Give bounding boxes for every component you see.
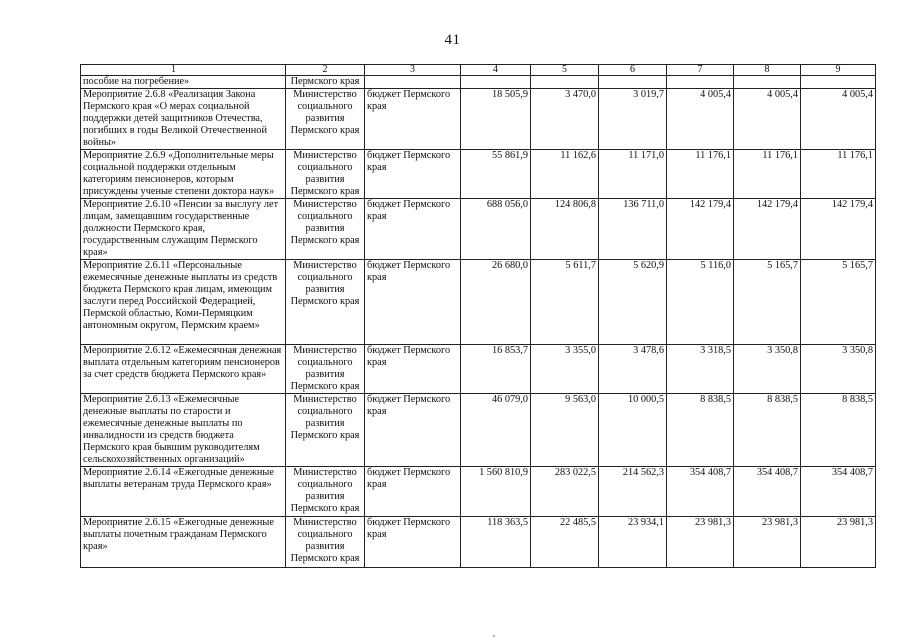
activity-cell: Мероприятие 2.6.15 «Ежегодные денежные выплаты почетным гражданам Пермского края» <box>81 517 286 568</box>
table-row <box>81 260 876 345</box>
amount-cell: 354 408,7 <box>734 467 801 517</box>
amount-cell: 23 981,3 <box>801 517 876 568</box>
funding-source-cell <box>365 76 461 89</box>
activity-cell: Мероприятие 2.6.12 «Ежемесячная денежная выплата отдельным категориям пенсионеров за счет средств бюджета Пермского края» <box>81 345 286 394</box>
amount-cell: 11 176,1 <box>801 150 876 199</box>
amount-cell: 3 019,7 <box>599 89 667 150</box>
column-header: 2 <box>286 65 365 76</box>
amount-cell: 688 056,0 <box>461 199 531 260</box>
amount-cell: 8 838,5 <box>801 394 876 467</box>
funding-source-cell: бюджет Пермского края <box>365 89 461 150</box>
amount-cell <box>461 76 531 89</box>
amount-cell: 23 981,3 <box>734 517 801 568</box>
amount-cell: 3 350,8 <box>801 345 876 394</box>
amount-cell: 124 806,8 <box>531 199 599 260</box>
column-header: 8 <box>734 65 801 76</box>
amount-cell: 23 934,1 <box>599 517 667 568</box>
amount-cell: 3 470,0 <box>531 89 599 150</box>
amount-cell <box>801 76 876 89</box>
amount-cell: 142 179,4 <box>667 199 734 260</box>
executor-cell: Министерство социального развития Пермского края <box>286 345 365 394</box>
funding-source-cell: бюджет Пермского края <box>365 517 461 568</box>
table-row <box>81 467 876 517</box>
amount-cell: 5 611,7 <box>531 260 599 345</box>
column-header: 5 <box>531 65 599 76</box>
column-header: 9 <box>801 65 876 76</box>
amount-cell: 55 861,9 <box>461 150 531 199</box>
activity-cell: Мероприятие 2.6.8 «Реализация Закона Пермского края «О мерах социальной поддержки детей защитников Отечества, погибших в годы Великой Отечественной войны» <box>81 89 286 150</box>
amount-cell <box>734 76 801 89</box>
executor-cell: Министерство социального развития Пермского края <box>286 394 365 467</box>
amount-cell: 3 478,6 <box>599 345 667 394</box>
amount-cell: 9 563,0 <box>531 394 599 467</box>
amount-cell: 46 079,0 <box>461 394 531 467</box>
executor-cell: Министерство социального развития Пермского края <box>286 89 365 150</box>
funding-source-cell: бюджет Пермского края <box>365 199 461 260</box>
page-number: 41 <box>444 32 461 48</box>
amount-cell: 11 171,0 <box>599 150 667 199</box>
amount-cell: 142 179,4 <box>801 199 876 260</box>
executor-cell: Министерство социального развития Пермского края <box>286 517 365 568</box>
amount-cell: 10 000,5 <box>599 394 667 467</box>
column-header: 4 <box>461 65 531 76</box>
table-row <box>81 345 876 394</box>
table-row <box>81 89 876 150</box>
amount-cell: 11 176,1 <box>734 150 801 199</box>
activity-cell: Мероприятие 2.6.10 «Пенсии за выслугу лет лицам, замещавшим государственные должности Пермского края, государственным служащим Пермского края» <box>81 199 286 260</box>
amount-cell: 23 981,3 <box>667 517 734 568</box>
amount-cell: 214 562,3 <box>599 467 667 517</box>
activity-cell: Мероприятие 2.6.9 «Дополнительные меры социальной поддержки отдельным категориям пенсионеров, которым присуждены ученые степени доктора наук» <box>81 150 286 199</box>
activity-cell: пособие на погребение» <box>81 76 286 89</box>
amount-cell: 5 165,7 <box>734 260 801 345</box>
amount-cell <box>667 76 734 89</box>
column-header: 7 <box>667 65 734 76</box>
funding-source-cell: бюджет Пермского края <box>365 260 461 345</box>
table-row <box>81 394 876 467</box>
amount-cell: 26 680,0 <box>461 260 531 345</box>
amount-cell: 18 505,9 <box>461 89 531 150</box>
amount-cell: 4 005,4 <box>801 89 876 150</box>
executor-cell: Министерство социального развития Пермского края <box>286 199 365 260</box>
executor-cell: Министерство социального развития Пермского края <box>286 150 365 199</box>
table-row <box>81 199 876 260</box>
amount-cell: 11 176,1 <box>667 150 734 199</box>
amount-cell: 5 116,0 <box>667 260 734 345</box>
amount-cell: 3 355,0 <box>531 345 599 394</box>
amount-cell <box>599 76 667 89</box>
amount-cell: 8 838,5 <box>667 394 734 467</box>
amount-cell: 3 318,5 <box>667 345 734 394</box>
funding-source-cell: бюджет Пермского края <box>365 467 461 517</box>
amount-cell: 142 179,4 <box>734 199 801 260</box>
table-row <box>81 76 876 89</box>
executor-cell: Министерство социального развития Пермского края <box>286 467 365 517</box>
column-header: 6 <box>599 65 667 76</box>
funding-source-cell: бюджет Пермского края <box>365 345 461 394</box>
amount-cell: 5 620,9 <box>599 260 667 345</box>
amount-cell: 3 350,8 <box>734 345 801 394</box>
amount-cell: 354 408,7 <box>667 467 734 517</box>
amount-cell: 118 363,5 <box>461 517 531 568</box>
amount-cell: 5 165,7 <box>801 260 876 345</box>
amount-cell: 22 485,5 <box>531 517 599 568</box>
amount-cell: 4 005,4 <box>667 89 734 150</box>
amount-cell <box>531 76 599 89</box>
amount-cell: 1 560 810,9 <box>461 467 531 517</box>
budget-table <box>80 64 876 568</box>
amount-cell: 136 711,0 <box>599 199 667 260</box>
executor-cell: Пермского края <box>286 76 365 89</box>
table-header-row <box>81 65 876 76</box>
column-header: 3 <box>365 65 461 76</box>
amount-cell: 11 162,6 <box>531 150 599 199</box>
scan-speck <box>493 635 495 637</box>
amount-cell: 354 408,7 <box>801 467 876 517</box>
activity-cell: Мероприятие 2.6.14 «Ежегодные денежные выплаты ветеранам труда Пермского края» <box>81 467 286 517</box>
amount-cell: 283 022,5 <box>531 467 599 517</box>
table-row <box>81 517 876 568</box>
executor-cell: Министерство социального развития Пермского края <box>286 260 365 345</box>
activity-cell: Мероприятие 2.6.13 «Ежемесячные денежные выплаты по старости и ежемесячные денежные выплаты по инвалидности из средств бюджета Пермского края бывшим руководителям сельскохозяйственных организаций» <box>81 394 286 467</box>
activity-cell: Мероприятие 2.6.11 «Персональные ежемесячные денежные выплаты из средств бюджета Пермского края лицам, имеющим заслуги перед Российской Федерацией, Пермской областью, Коми-Пермяцким автономным округом, Пермским краем» <box>81 260 286 345</box>
amount-cell: 8 838,5 <box>734 394 801 467</box>
amount-cell: 4 005,4 <box>734 89 801 150</box>
funding-source-cell: бюджет Пермского края <box>365 150 461 199</box>
column-header: 1 <box>81 65 286 76</box>
amount-cell: 16 853,7 <box>461 345 531 394</box>
funding-source-cell: бюджет Пермского края <box>365 394 461 467</box>
table-row <box>81 150 876 199</box>
